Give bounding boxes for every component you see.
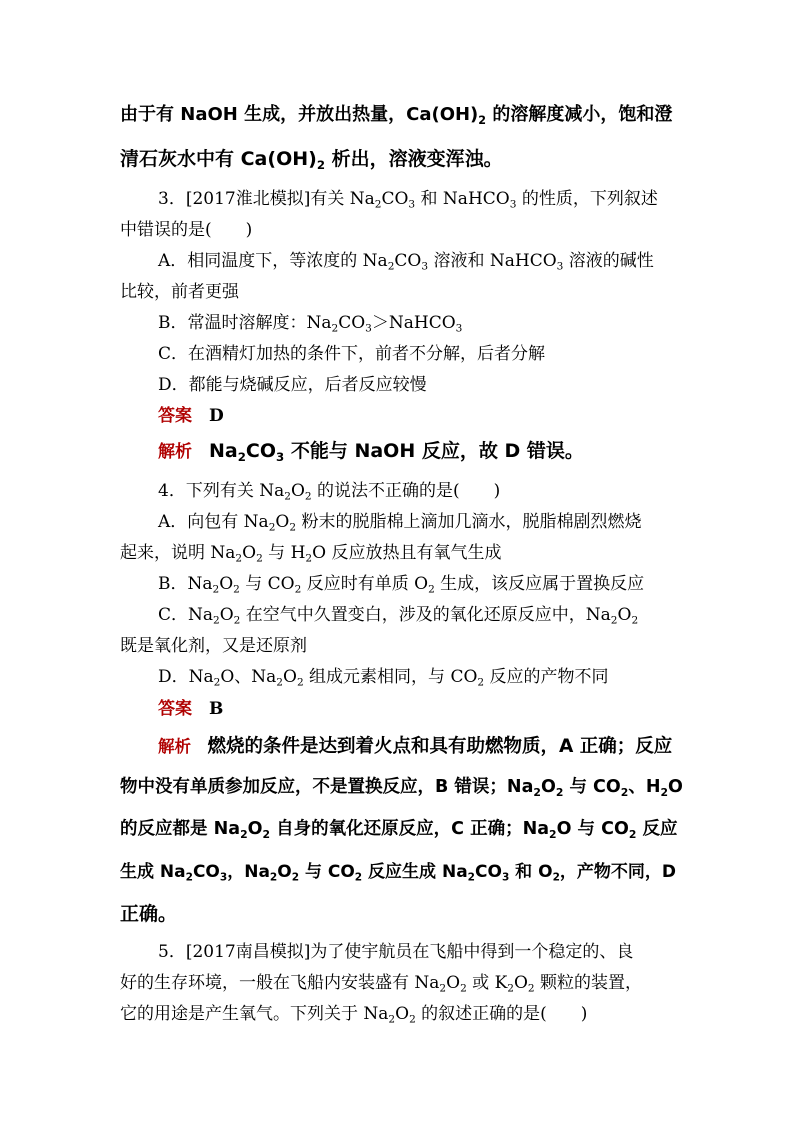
q4-analysis-line-4: 生成 $Na_2CO_3$，$Na_2O_2$ 与 $CO_2$ 反应生成 $Na_2CO_3$ 和 $O_2$，产物不同，D [120, 862, 677, 884]
q4-answer-label: 答案 [158, 699, 192, 719]
q4-analysis-line-1 [158, 732, 672, 758]
q3-option-d: D．都能与烧碱反应，后者反应较慢 [158, 375, 427, 395]
q4-option-c-line-1: C．$Na_2O_2$ 在空气中久置变白，涉及的氧化还原反应中，$Na_2O_2$ [158, 605, 639, 627]
q4-option-d: D．$Na_2O$、$Na_2O_2$ 组成元素相同，与 $CO_2$ 反应的产物不同 [158, 667, 609, 689]
q4-option-b: B．$Na_2O_2$ 与 $CO_2$ 反应时有单质 $O_2$ 生成，该反应属于置换反应 [158, 574, 645, 596]
continued-analysis-line-1: 由于有 NaOH 生成，并放出热量，$Ca(OH)_2$ 的溶解度减小，饱和澄 [120, 104, 673, 127]
q3-option-b: B．常温时溶解度：$Na_2CO_3>NaHCO_3$ [158, 313, 463, 335]
q4-analysis-text-1: 燃烧的条件是达到着火点和具有助燃物质，A 正确；反应 [207, 736, 673, 757]
q4-analysis-line-3: 的反应都是 $Na_2O_2$ 自身的氧化还原反应，C 正确；$Na_2O$ 与 $CO_2$ 反应 [120, 819, 678, 841]
q3-analysis-label: 解析 [158, 442, 192, 462]
q4-answer [158, 694, 223, 719]
q3-answer-value: D [209, 406, 224, 426]
continued-analysis-line-2: 清石灰水中有 $Ca(OH)_2$ 析出，溶液变浑浊。 [120, 148, 503, 173]
q3-option-a-line-2: 比较，前者更强 [120, 282, 239, 302]
q3-answer-label: 答案 [158, 406, 192, 426]
q5-stem-line-3: 它的用途是产生氧气。下列关于 $Na_2O_2$ 的叙述正确的是( ) [120, 1004, 588, 1026]
q4-option-c-line-2: 既是氧化剂，又是还原剂 [120, 636, 307, 656]
q4-option-a-line-1: A．向包有 $Na_2O_2$ 粉末的脱脂棉上滴加几滴水，脱脂棉剧烈燃烧 [158, 512, 642, 534]
q4-analysis-line-5: 正确。 [120, 903, 178, 925]
q3-answer [158, 401, 224, 426]
q4-analysis-line-2: 物中没有单质参加反应，不是置换反应，B 错误；$Na_2O_2$ 与 $CO_2$、$H_2O$ [120, 777, 683, 799]
q3-stem-line-1: 3．[2017淮北模拟]有关 $Na_2CO_3$ 和 NaHCO$_3$ 的性质，下列叙述 [158, 189, 658, 211]
q4-option-a-line-2: 起来，说明 $Na_2O_2$ 与 $H_2O$ 反应放热且有氧气生成 [120, 543, 502, 565]
q4-analysis-label: 解析 [158, 737, 191, 756]
q3-option-c: C．在酒精灯加热的条件下，前者不分解，后者分解 [158, 344, 546, 364]
q4-stem: 4．下列有关 $Na_2O_2$ 的说法不正确的是( ) [158, 481, 501, 503]
q3-option-a-line-1: A．相同温度下，等浓度的 $Na_2CO_3$ 溶液和 NaHCO$_3$ 溶液的碱性 [158, 251, 654, 273]
q3-stem-line-2: 中错误的是( ) [120, 220, 253, 240]
q4-answer-value: B [209, 699, 224, 719]
q3-analysis-text: $Na_2CO_3$ 不能与 NaOH 反应，故 D 错误。 [209, 440, 584, 465]
q3-analysis [158, 436, 584, 463]
q5-stem-line-1: 5．[2017南昌模拟]为了使宇航员在飞船中得到一个稳定的、良 [158, 942, 634, 962]
q5-stem-line-2: 好的生存环境，一般在飞船内安装盛有 $Na_2O_2$ 或 $K_2O_2$ 颗粒的装置， [120, 973, 643, 995]
